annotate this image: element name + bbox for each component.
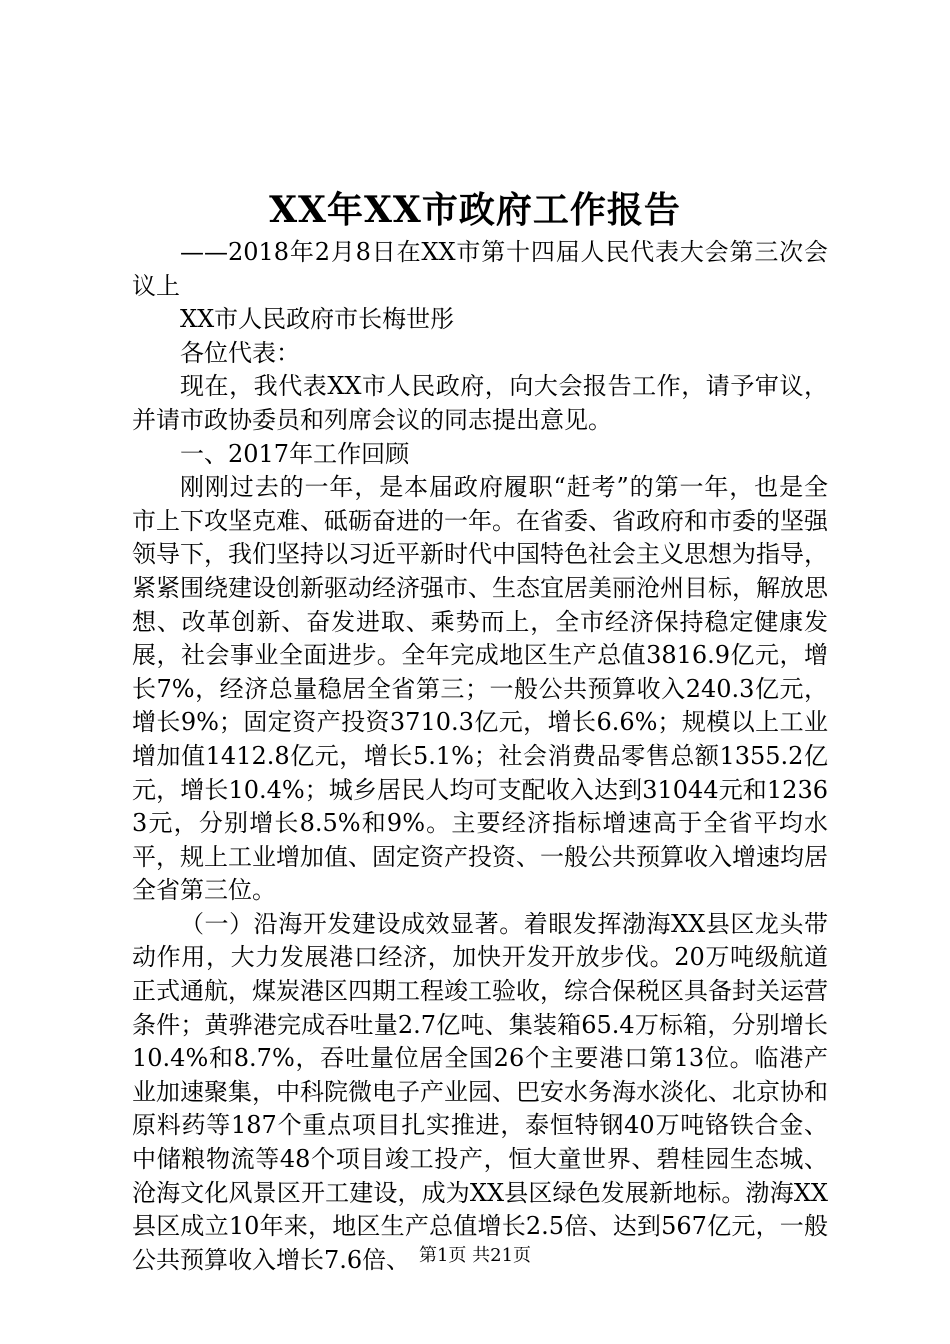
page-number: 第1页 共21页 bbox=[418, 1245, 532, 1266]
document-body bbox=[132, 236, 828, 1277]
section-heading: 一、2017年工作回顾 bbox=[180, 439, 410, 468]
document-title: XX年XX市政府工作报告 bbox=[269, 189, 681, 231]
subtitle-line: ——2018年2月8日在XX市第十四届人民代表大会第三次会议上 bbox=[132, 238, 828, 300]
review-paragraph: 刚刚过去的一年，是本届政府履职“赶考”的第一年，也是全市上下攻坚克难、砥砺奋进的一年。在省委、省政府和市委的坚强领导下，我们坚持以习近平新时代中国特色社会主义思想为指导，紧紧围绕建设创新驱动经济强市、生态宜居美丽沧州目标，解放思想、改革创新、奋发进取、乘势而上，全市经济保持稳定健康发展，社会事业全面进步。全年完成地区生产总值3816.9亿元，增长7%，经济总量稳居全省第三；一般公共预算收入240.3亿元，增长9%；固定资产投资3710.3亿元，增长6.6%；规模以上工业增加值1412.8亿元，增长5.1%；社会消费品零售总额1355.2亿元，增长10.4%；城乡居民人均可支配收入达到31044元和12363元，分别增长8.5%和9%。主要经济指标增速高于全省平均水平，规上工业增加值、固定资产投资、一般公共预算收入增速均居全省第三位。 bbox=[132, 473, 828, 905]
author-line: XX市人民政府市长梅世彤 bbox=[180, 305, 455, 334]
coastal-development-paragraph: （一）沿海开发建设成效显著。着眼发挥渤海XX县区龙头带动作用，大力发展港口经济，加快开发开放步伐。20万吨级航道正式通航，煤炭港区四期工程竣工验收，综合保税区具备封关运营条件；黄骅港完成吞吐量2.7亿吨、集装箱65.4万标箱，分别增长10.4%和8.7%，吞吐量位居全国26个主要港口第13位。临港产业加速聚集，中科院微电子产业园、巴安水务海水淡化、北京协和原料药等187个重点项目扎实推进，泰恒特钢40万吨铬铁合金、中储粮物流等48个项目竣工投产，恒大童世界、碧桂园生态城、沧海文化风景区开工建设，成为XX县区绿色发展新地标。渤海XX县区成立10年来，地区生产总值增长2.5倍、达到567亿元，一般公共预算收入增长7.6倍、 bbox=[132, 909, 828, 1274]
salutation: 各位代表： bbox=[180, 338, 300, 367]
opening-paragraph: 现在，我代表XX市人民政府，向大会报告工作，请予审议，并请市政协委员和列席会议的同志提出意见。 bbox=[132, 372, 828, 434]
